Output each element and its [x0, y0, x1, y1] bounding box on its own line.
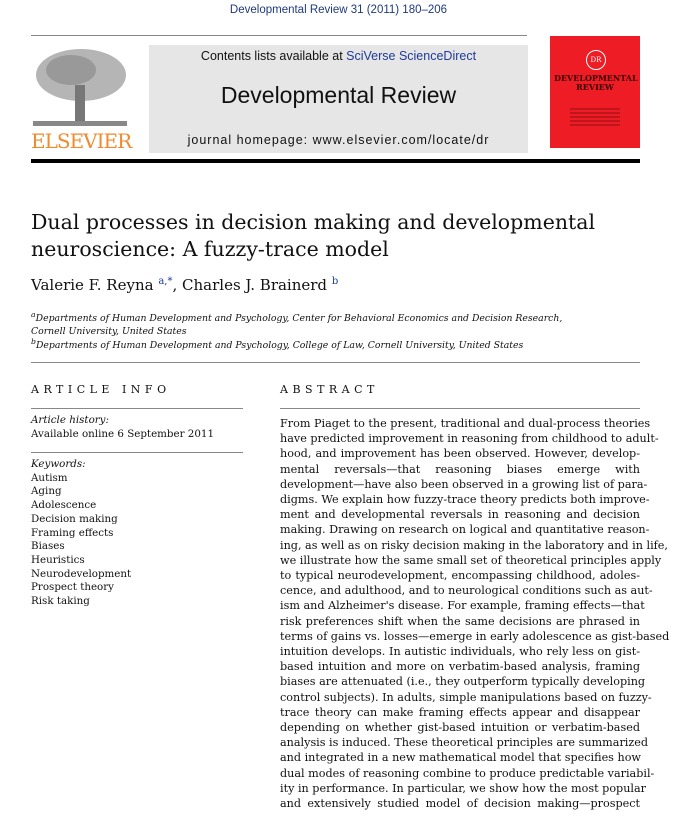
abstract-line: and integrated in a new mathematical model that specifies how	[280, 751, 641, 765]
abstract-line: ity in performance. In particular, we show how the most popular	[280, 781, 647, 795]
keyword: Framing effects	[31, 526, 114, 539]
divider	[31, 159, 640, 163]
divider	[31, 408, 243, 409]
abstract-line: From Piaget to the present, traditional and dual-process theories	[280, 417, 651, 430]
cover-decoration	[570, 108, 620, 126]
author-affiliation-marker[interactable]: a,*	[158, 276, 173, 287]
keyword-list	[31, 472, 131, 609]
abstract-line: mental reversals—that reasoning biases emerge with	[280, 462, 640, 476]
divider	[31, 35, 527, 36]
abstract-line: to typical neurodevelopment, encompassing childhood, adoles-	[280, 569, 640, 583]
history-value: Available online 6 September 2011	[31, 427, 215, 440]
abstract-line: ing, as well as on risky decision making in the laboratory and in life,	[280, 538, 668, 552]
abstract-line: analysis is induced. These theoretical principles are summarized	[280, 736, 649, 750]
author-name[interactable]: Valerie F. Reyna	[31, 276, 154, 294]
abstract-line: digms. We explain how fuzzy-trace theory predicts both improve-	[280, 493, 650, 507]
keyword: Decision making	[31, 512, 118, 525]
author-affiliation-marker[interactable]: b	[331, 276, 339, 287]
abstract-line: cence, and adulthood, and to neurological conditions such as aut-	[280, 584, 653, 598]
keywords	[31, 458, 131, 609]
abstract-line: intuition develops. In autistic individuals, who rely less on gist-	[280, 645, 640, 659]
title-line: neuroscience: A fuzzy-trace model	[31, 237, 389, 261]
divider	[31, 362, 640, 363]
keyword: Prospect theory	[31, 581, 114, 594]
abstract-line: making. Drawing on research on logical and quantitative reason-	[280, 523, 650, 537]
affiliation-text: Departments of Human Development and Psychology, Center for Behavioral Economics and Decision Research,	[35, 313, 563, 325]
contents-prefix: Contents lists available at	[200, 49, 347, 63]
affiliation-marker: a	[31, 310, 36, 319]
journal-title: Developmental Review	[220, 82, 457, 108]
keyword: Heuristics	[31, 553, 85, 566]
abstract-line: ment and developmental reversals in reasoning and decision	[280, 508, 640, 522]
abstract-line: control subjects). In adults, simple manipulations based on fuzzy-	[280, 690, 652, 704]
contents-line	[149, 49, 528, 63]
article-title	[31, 209, 631, 263]
abstract-line: ism and Alzheimer's disease. For example, framing effects—that	[280, 599, 645, 613]
keyword: Risk taking	[31, 595, 90, 608]
elsevier-logo	[31, 45, 132, 153]
abstract-line: terms of gains vs. losses—emerge in early adolescence as gist-based	[280, 629, 670, 643]
abstract-line: development—have also been observed in a growing list of para-	[280, 477, 648, 491]
abstract-line: we illustrate how the same small set of theoretical principles apply	[280, 553, 662, 567]
cover-badge: DR	[586, 50, 606, 70]
abstract-line: risk preferences shift when the same decisions are phrased in	[280, 614, 640, 628]
elsevier-wordmark: ELSEVIER	[31, 129, 132, 153]
divider	[31, 452, 243, 453]
abstract-line: based intuition and more on verbatim-based analysis, framing	[280, 660, 640, 674]
journal-homepage-link[interactable]: journal homepage: www.elsevier.com/locate/dr	[187, 133, 490, 147]
article-history	[31, 414, 214, 441]
cover-title: DEVELOPMENTAL REVIEW	[554, 73, 638, 92]
keyword: Autism	[31, 471, 68, 484]
affiliation-b	[31, 335, 523, 352]
keyword: Adolescence	[31, 499, 97, 512]
abstract-line: trace theory can make framing effects appear and disappear	[280, 705, 640, 719]
affiliation-marker: b	[31, 337, 36, 346]
sciencedirect-link[interactable]: SciVerse ScienceDirect	[346, 49, 477, 63]
journal-cover	[550, 36, 640, 148]
history-label: Article history:	[31, 414, 109, 426]
keyword: Aging	[31, 485, 62, 498]
keywords-label: Keywords:	[31, 458, 86, 470]
affiliation-text: Cornell University, United States	[31, 326, 187, 338]
abstract-line: have predicted improvement in reasoning from childhood to adult-	[280, 432, 659, 446]
author-list	[31, 276, 338, 294]
affiliation-a	[31, 308, 562, 338]
tree-icon	[31, 45, 129, 127]
keyword: Neurodevelopment	[31, 567, 132, 580]
abstract-body	[280, 416, 670, 811]
journal-banner	[149, 45, 528, 153]
author-name[interactable]: Charles J. Brainerd	[182, 276, 328, 294]
author-separator: ,	[172, 276, 183, 294]
abstract-line: depending on whether gist-based intuition or verbatim-based	[280, 721, 640, 735]
keyword: Biases	[31, 540, 65, 553]
abstract-line: hood, and improvement has been observed. However, develop-	[280, 447, 640, 461]
article-info-heading: ARTICLE INFO	[31, 383, 171, 396]
divider	[280, 408, 640, 409]
title-line: Dual processes in decision making and developmental	[31, 210, 596, 234]
journal-citation[interactable]: Developmental Review 31 (2011) 180–206	[229, 4, 448, 16]
affiliation-text: Departments of Human Development and Psychology, College of Law, Cornell University, United States	[35, 340, 524, 352]
abstract-line: dual modes of reasoning combine to produce predictable variabil-	[280, 766, 655, 780]
abstract-heading: ABSTRACT	[280, 383, 379, 396]
abstract-line: biases are attenuated (i.e., they outperform typically developing	[280, 675, 646, 689]
abstract-line: and extensively studied model of decision making—prospect	[280, 797, 640, 811]
